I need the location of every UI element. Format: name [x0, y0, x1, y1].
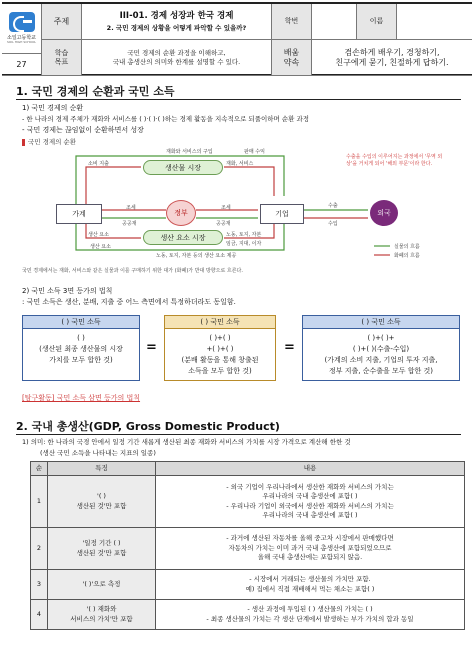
promise-line-2: 친구에게 묻기, 친절하게 답하기.: [335, 57, 449, 67]
school-subname: SOIL HIGH SCHOOL: [6, 40, 37, 45]
label-bottom-2: 생산 요소: [90, 244, 111, 250]
gdp-features-table: [30, 461, 465, 630]
promise-label: [272, 40, 312, 76]
row-number: 4: [31, 600, 48, 630]
row-number: 2: [31, 528, 48, 570]
goods-market-box: 생산물 시장: [143, 160, 223, 175]
circulation-diagram: [16, 134, 454, 264]
section2-title-text: 2. 국내 총생산(GDP, Gross Domestic Product): [16, 420, 280, 433]
row-content: [156, 528, 465, 570]
row-content-line: - 최종 생산물의 가치는 각 생산 단계에서 발생하는 부가 가치의 합과 동일: [206, 614, 414, 623]
production-income-box: [22, 315, 140, 381]
label-top-left: 재화와 서비스의 구입: [166, 149, 213, 155]
promise-label-1: 배움: [283, 47, 300, 57]
promise-label-2: 약속: [283, 57, 300, 67]
subject-label: 주제: [42, 4, 82, 40]
row-content-line: 우리나라의 국내 총생산에 포함( ): [262, 510, 358, 519]
row-content: [156, 570, 465, 600]
header-feature: 특징: [48, 462, 156, 476]
government-circle: 정부: [166, 200, 196, 226]
equals-2: =: [284, 340, 295, 355]
table-row: [31, 600, 465, 630]
label-bottom: 노동, 토지, 자본 등의 생산 요소 제공: [156, 253, 237, 259]
row-feature-line: '( )'으로 측정: [82, 579, 121, 588]
world-circle: 외국: [370, 200, 398, 226]
expenditure-income-box: [302, 315, 460, 381]
arrow-money-consume: [86, 167, 141, 206]
row-feature: [48, 600, 156, 630]
label-tax-1: 조세: [126, 205, 136, 211]
row-number: 1: [31, 476, 48, 528]
production-desc-2: 가치를 모두 합한 것): [49, 355, 113, 364]
row-content-line: 자동차의 가치는 이미 과거 국내 총생산에 포함되었으므로: [228, 543, 392, 552]
section2-rule: [16, 434, 461, 435]
row-content-line: 우리나라의 국내 총생산에 포함( ): [262, 492, 358, 501]
world-note: 수출을 수입의 이루어지는 과정에서 '무역 외상'을 거치게 되어 '해외 부문'이라 한다.: [346, 154, 443, 167]
label-public-2: 공공재: [216, 221, 231, 227]
table-row: [31, 476, 465, 528]
row-content-line: - 외국 기업이 우리나라에서 생산한 재화와 서비스의 가치는: [226, 482, 394, 491]
distribution-desc-1: (분배 활동을 통해 창출된: [181, 355, 259, 364]
label-public-1: 공공재: [122, 221, 137, 227]
goal-text: [82, 40, 272, 76]
header-content: 내용: [156, 462, 465, 476]
distribution-blank-2: +( )+( ): [206, 344, 234, 353]
distribution-income-head: ( ) 국민 소득: [165, 316, 275, 329]
row-content-line: - 시장에서 거래되는 생산물의 가치만 포함.: [249, 575, 371, 584]
label-labor: 노동, 토지, 자본: [226, 232, 262, 238]
activity-link[interactable]: [탐구활동] 국민 소득 삼면 등가의 법칙: [22, 394, 141, 402]
circulation-line-2: - 국민 경제는 끊임없이 순환하면서 성장: [22, 126, 144, 134]
row-content-line: - 생산 과정에 투입된 ( ) 생산물의 가치는 ( ): [247, 605, 373, 614]
worksheet-header: [2, 2, 472, 75]
row-number: 3: [31, 570, 48, 600]
label-import: 수입: [328, 221, 338, 227]
subject-subtitle: 2. 국민 경제의 상황을 어떻게 파악할 수 있을까?: [106, 23, 247, 32]
section1-rule: [16, 99, 461, 100]
goal-line-1: 국민 경제의 순환 과정을 이해하고,: [127, 49, 226, 58]
row-content-line: - 과거에 생산된 자동차를 올해 중고차 시장에서 판매했다면: [226, 534, 394, 543]
three-sides-line: : 국민 소득은 생산, 분배, 지출 중 어느 측면에서 특정하더라도 동일함.: [22, 298, 236, 306]
expenditure-income-head: ( ) 국민 소득: [303, 316, 459, 329]
subject-title-cell: [82, 4, 272, 40]
row-feature: [48, 528, 156, 570]
goal-label-2: 목표: [54, 57, 69, 66]
table-row: [31, 570, 465, 600]
expenditure-desc-1: (가계의 소비 지출, 기업의 투자 지출,: [324, 355, 438, 364]
row-feature-line: '( ) 재화와: [86, 605, 117, 614]
row-content-line: - 우리나라 기업이 외국에서 생산한 재화와 서비스의 가치는: [226, 501, 394, 510]
promise-line-1: 겸손하게 배우기, 경청하기,: [344, 47, 440, 57]
section2-title: [16, 418, 280, 434]
sub-circulation: 1) 국민 경제의 순환: [22, 104, 84, 112]
firm-box: 기업: [260, 204, 304, 224]
row-feature-line: 생산된 것'만 포함: [76, 548, 127, 557]
diagram-footnote: 국민 경제에서는 재화, 서비스와 같은 실물과 이를 구매하기 위한 대가 (화폐)가 반대 방향으로 흐른다.: [22, 268, 243, 274]
goal-label-1: 학습: [54, 48, 69, 57]
label-wage: 임금, 지대, 이자: [226, 241, 262, 247]
goal-line-2: 국내 총생산의 의미와 한계를 설명할 수 있다.: [112, 57, 241, 66]
label-tax-2: 조세: [221, 205, 231, 211]
name-field[interactable]: [397, 4, 472, 40]
legend-money: 화폐의 흐름: [394, 253, 420, 259]
sub-three-sides: 2) 국민 소득 3면 등가의 법칙: [22, 287, 113, 295]
promise-text: [312, 40, 472, 76]
section1-title: [16, 83, 175, 99]
worksheet-number: 27: [2, 54, 42, 76]
row-feature-line: '일정 기간 ( ): [82, 539, 121, 548]
table-header-row: [31, 462, 465, 476]
table-row: [31, 528, 465, 570]
distribution-desc-2: 소득을 모두 합한 것): [188, 366, 252, 375]
gdp-meaning-line-2: (생산 국민 소득을 나타내는 지표의 일종): [40, 449, 156, 457]
production-blank: ( ): [77, 334, 85, 342]
row-content-line: 예) 집에서 직접 재배해서 먹는 채소는 포함( ): [245, 584, 375, 593]
expenditure-income-body: [303, 329, 459, 380]
subject-title: III-01. 경제 성장과 한국 경제: [119, 11, 234, 22]
row-feature: [48, 570, 156, 600]
row-feature-line: 생산된 것'만 포함: [76, 501, 127, 510]
label-top-right: 판매 수익: [244, 149, 265, 155]
legend-real: 실물의 흐름: [394, 244, 420, 250]
household-box: 가계: [56, 204, 102, 224]
row-content-line: 올해 국내 총생산에는 포함되지 않음.: [257, 553, 363, 562]
factor-market-box: 생산 요소 시장: [143, 230, 223, 245]
diagram-title-text: 국민 경제의 순환: [28, 138, 77, 146]
section1-title-text: 1. 국민 경제의 순환과 국민 소득: [16, 85, 175, 98]
expenditure-desc-2: 정부 지출, 순수출을 모두 합한 것): [329, 366, 433, 375]
goal-label: [42, 40, 82, 76]
name-label: 이름: [357, 4, 397, 40]
expenditure-blank-2: ( )+( )(수출-수입): [352, 344, 410, 353]
expenditure-blank-1: ( )+( )+: [367, 334, 395, 342]
gdp-meaning-line-1: 1) 의미: 한 나라의 국경 안에서 일정 기간 새롭게 생산된 최종 재화와 서비스의 가치를 시장 가격으로 계산해 한한 것: [22, 438, 351, 446]
class-field[interactable]: [312, 4, 357, 40]
arrow-money-sales: [224, 167, 274, 196]
class-label: 학번: [272, 4, 312, 40]
label-export: 수출: [328, 203, 338, 209]
row-content: [156, 600, 465, 630]
school-logo-icon: [9, 12, 35, 32]
row-feature-line: '( ): [97, 492, 106, 501]
distribution-income-body: [165, 329, 275, 380]
production-income-head: ( ) 국민 소득: [23, 316, 139, 329]
school-name: 소일고등학교: [7, 35, 36, 41]
row-content: [156, 476, 465, 528]
school-logo: [2, 4, 42, 54]
label-goods-service: 재화, 서비스: [226, 161, 254, 167]
equals-1: =: [146, 340, 157, 355]
production-desc-1: (생산된 최종 생산물의 시장: [39, 344, 123, 353]
distribution-income-box: [164, 315, 276, 381]
label-income: 생산 요소: [88, 232, 109, 238]
circulation-line-1: - 한 나라의 경제 주체가 재화와 서비스를 ( )·( )·( )하는 경제 활동을 지속적으로 되풀이하며 순환 과정: [22, 115, 310, 123]
distribution-blank-1: ( )+( ): [209, 334, 231, 342]
row-feature-line: 서비스의 가치'만 포함: [70, 614, 133, 623]
row-feature: [48, 476, 156, 528]
header-order: 순: [31, 462, 48, 476]
production-income-body: [23, 329, 139, 370]
label-consume: 소비 지출: [88, 161, 109, 167]
